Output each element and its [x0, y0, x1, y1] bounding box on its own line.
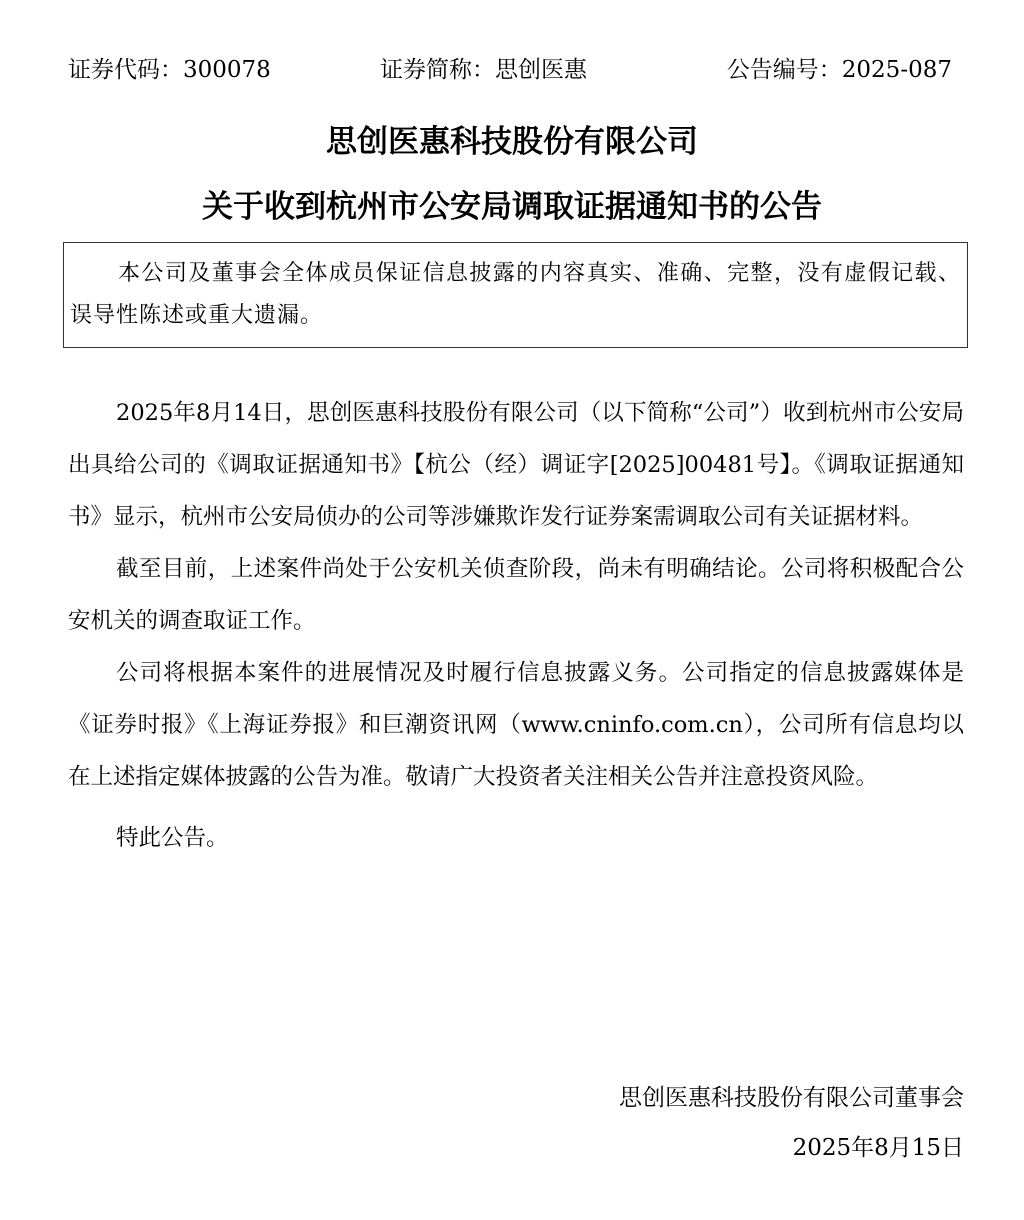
disclosure-statement-box: 本公司及董事会全体成员保证信息披露的内容真实、准确、完整，没有虚假记载、误导性陈述或重大遗漏。 — [63, 242, 968, 348]
body-paragraph: 截至目前，上述案件尚处于公安机关侦查阶段，尚未有明确结论。公司将积极配合公安机关的调查取证工作。 — [68, 556, 964, 634]
stock-abbreviation: 证券简称：思创医惠 — [380, 57, 587, 83]
announcement-subject: 关于收到杭州市公安局调取证据通知书的公告 — [202, 189, 822, 225]
company-title: 思创医惠科技股份有限公司 — [326, 124, 698, 160]
body-paragraph: 2025年8月14日，思创医惠科技股份有限公司（以下简称“公司”）收到杭州市公安局出具给公司的《调取证据通知书》【杭公（经）调证字[2025]00481号】。《调取证据通知书》显示，杭州市公安局侦办的公司等涉嫌欺诈发行证券案需调取公司有关证据材料。 — [68, 400, 964, 530]
closing-line: 特此公告。 — [116, 825, 229, 851]
stock-code: 证券代码：300078 — [68, 57, 271, 83]
announcement-body — [68, 387, 964, 864]
signature-board: 思创医惠科技股份有限公司董事会 — [619, 1085, 964, 1111]
announcement-date: 2025年8月15日 — [792, 1135, 964, 1161]
body-paragraph: 公司将根据本案件的进展情况及时履行信息披露义务。公司指定的信息披露媒体是《证券时报》《上海证券报》和巨潮资讯网（www.cninfo.com.cn），公司所有信息均以在上述指定媒体披露的公告为准。敬请广大投资者关注相关公告并注意投资风险。 — [68, 660, 964, 790]
announcement-number: 公告编号：2025-087 — [726, 57, 952, 83]
announcement-header — [68, 52, 952, 88]
